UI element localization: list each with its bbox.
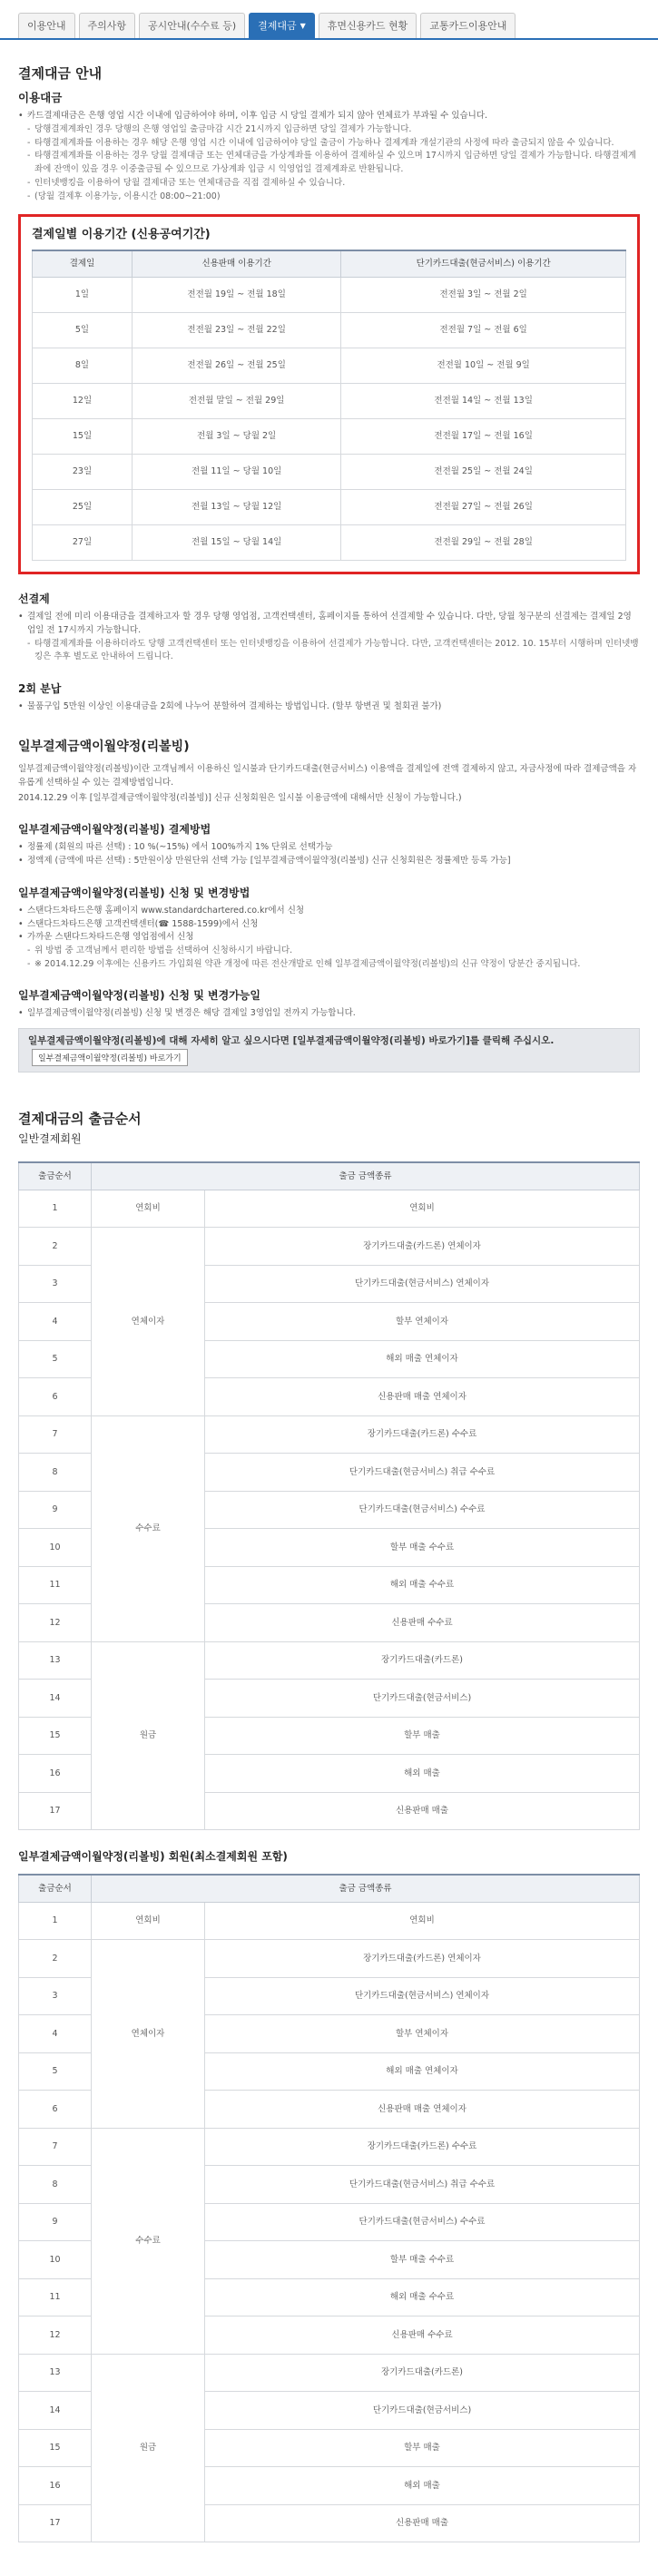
tab-item[interactable] xyxy=(249,13,315,38)
order-number: 7 xyxy=(19,2128,92,2166)
list-item: - 타행결제계좌를 이용하는 경우 해당 은행 영업 시간 이내에 입금하여야 당일 출금이 가능하나 결제계좌 개설기관의 사정에 따라 출금되지 않을 수 있습니다. xyxy=(18,137,640,151)
order-item: 해외 매출 xyxy=(205,2467,640,2505)
order-number: 17 xyxy=(19,1792,92,1830)
table-cell: 15일 xyxy=(33,419,133,455)
table-cell: 전전월 27일 ~ 전월 26일 xyxy=(341,490,626,525)
table-row xyxy=(33,525,626,561)
table-cell: 전월 13일 ~ 당월 12일 xyxy=(133,490,341,525)
period-box xyxy=(18,214,640,574)
order-group: 원금 xyxy=(92,2354,205,2542)
revolving-desc: 일부결제금액이월약정(리볼빙)이란 고객님께서 이용하신 일시불과 단기카드대출(현금서비스) 이용액을 결제일에 전액 결제하지 않고, 자금사정에 따라 결제금액을 자유롭게 선택하실 수 있는 결제방법입니다. xyxy=(18,763,637,788)
table-row xyxy=(33,313,626,348)
order-item: 할부 매출 xyxy=(205,1717,640,1755)
tab-item[interactable] xyxy=(420,13,516,38)
order-number: 8 xyxy=(19,1454,92,1492)
table-row xyxy=(33,384,626,419)
prepay-notes xyxy=(18,638,640,664)
table-cell: 12일 xyxy=(33,384,133,419)
method-title: 일부결제금액이월약정(리볼빙) 결제방법 xyxy=(18,823,211,837)
table-cell: 25일 xyxy=(33,490,133,525)
order-col-header: 출금 금액종류 xyxy=(92,1162,640,1190)
order-item: 단기카드대출(현금서비스) xyxy=(205,1680,640,1718)
order-item: 해외 매출 수수료 xyxy=(205,1566,640,1604)
list-item: • 결제일 전에 미리 이용대금을 결제하고자 할 경우 당행 영업점, 고객컨택센터, 홈페이지를 통하여 선결제할 수 있습니다. 다만, 당월 청구분의 선결제는 결제일 2영업일 전 17시까지 가능합니다. xyxy=(18,611,640,637)
tab-item[interactable] xyxy=(139,13,245,38)
tab-label: 주의사항 xyxy=(87,19,127,32)
list-item: • 스탠다드차타드은행 홈페이지 www.standardchartered.co.kr에서 신청 xyxy=(18,905,640,918)
order-number: 5 xyxy=(19,1340,92,1378)
order-group: 연체이자 xyxy=(92,1940,205,2129)
tab-label: 결제대금 xyxy=(258,19,297,32)
tab-label: 교통카드이용안내 xyxy=(429,19,507,32)
period-col-header: 결제일 xyxy=(33,250,133,278)
tab-label: 휴면신용카드 현황 xyxy=(327,19,408,32)
list-item: - ※ 2014.12.29 이후에는 신용카드 가입회원 약관 개정에 따른 전산개발로 인해 일부결제금액이월약정(리볼빙)의 신규 약정이 당분간 중지됩니다. xyxy=(18,958,640,972)
list-item: • 스탠다드차타드은행 고객컨택센터(☎ 1588-1599)에서 신청 xyxy=(18,918,640,932)
apply-notes xyxy=(18,945,640,971)
order-item: 장기카드대출(카드론) xyxy=(205,1641,640,1680)
order-item: 신용판매 매출 xyxy=(205,1792,640,1830)
order-number: 15 xyxy=(19,2429,92,2467)
twice-bullets xyxy=(18,700,640,714)
table-row xyxy=(33,455,626,490)
order-item: 장기카드대출(카드론) xyxy=(205,2354,640,2392)
list-item: - 타행결제계좌를 이용하는 경우 당월 결제대금 또는 연체대금을 가상계좌를 이용하여 결제하실 수 있으며 17시까지 입금하면 당일 결제가 가능합니다. 타행결제계좌에 잔액이 있을 경우 이중출금될 수 있으므로 가상계좌 입금 시 익영업일 결제계좌로 반환됩니다. xyxy=(18,150,640,176)
tab-item[interactable] xyxy=(18,13,75,38)
order-number: 9 xyxy=(19,2203,92,2241)
order-item: 신용판매 매출 연체이자 xyxy=(205,1378,640,1416)
order-item: 할부 매출 수수료 xyxy=(205,2241,640,2279)
list-item: • 정액제 (금액에 따른 선택) : 5만원이상 만원단위 선택 가능 [일부결제금액이월약정(리볼빙) 신규 신청회원은 정률제만 등록 가능] xyxy=(18,855,640,868)
order-number: 9 xyxy=(19,1491,92,1529)
order-number: 3 xyxy=(19,1265,92,1303)
order-number: 14 xyxy=(19,1680,92,1718)
list-item: - 당행결제계좌인 경우 당행의 은행 영업일 출금마감 시간 21시까지 입금하면 당일 결제가 가능합니다. xyxy=(18,123,640,137)
order-item: 신용판매 수수료 xyxy=(205,1604,640,1642)
order-group: 연체이자 xyxy=(92,1228,205,1416)
method-bullets xyxy=(18,841,640,867)
tab-item[interactable] xyxy=(79,13,136,38)
order-item: 할부 매출 수수료 xyxy=(205,1529,640,1567)
order-group: 수수료 xyxy=(92,1415,205,1641)
order-number: 8 xyxy=(19,2166,92,2204)
order-number: 16 xyxy=(19,1755,92,1793)
table-cell: 23일 xyxy=(33,455,133,490)
table-cell: 8일 xyxy=(33,348,133,384)
table-row xyxy=(19,1228,640,1266)
order-item: 신용판매 수수료 xyxy=(205,2316,640,2355)
apply-title: 일부결제금액이월약정(리볼빙) 신청 및 변경방법 xyxy=(18,886,250,899)
revolving-link-button[interactable]: 일부결제금액이월약정(리볼빙) 바로가기 xyxy=(32,1049,188,1066)
order-number: 17 xyxy=(19,2504,92,2542)
order-number: 10 xyxy=(19,2241,92,2279)
usage-title: 이용대금 xyxy=(18,90,63,104)
table-cell: 전전월 말일 ~ 전월 29일 xyxy=(133,384,341,419)
table-cell: 전전월 19일 ~ 전월 18일 xyxy=(133,278,341,313)
order-number: 14 xyxy=(19,2392,92,2430)
order-number: 11 xyxy=(19,2278,92,2316)
table-cell: 전월 15일 ~ 당월 14일 xyxy=(133,525,341,561)
table-row xyxy=(33,348,626,384)
table-row xyxy=(33,490,626,525)
table-cell: 전전월 7일 ~ 전월 6일 xyxy=(341,313,626,348)
order-item: 단기카드대출(현금서비스) 취급 수수료 xyxy=(205,2166,640,2204)
order-item: 단기카드대출(현금서비스) 수수료 xyxy=(205,2203,640,2241)
list-item: • 정률제 (회원의 따른 선택) : 10 %(~15%) 에서 100%까지 1% 단위로 선택가능 xyxy=(18,841,640,855)
table-row xyxy=(33,278,626,313)
list-item: - 위 방법 중 고객님께서 편리한 방법을 선택하여 신청하시기 바랍니다. xyxy=(18,945,640,958)
order-item: 장기카드대출(카드론) 연체이자 xyxy=(205,1940,640,1978)
prepay-title: 선결제 xyxy=(18,593,50,606)
order-item: 해외 매출 수수료 xyxy=(205,2278,640,2316)
table-cell: 전전월 26일 ~ 전월 25일 xyxy=(133,348,341,384)
order-number: 1 xyxy=(19,1190,92,1228)
order-number: 4 xyxy=(19,2015,92,2053)
period-col-header: 단기카드대출(현금서비스) 이용기간 xyxy=(341,250,626,278)
order-item: 할부 연체이자 xyxy=(205,1303,640,1341)
avail-title: 일부결제금액이월약정(리볼빙) 신청 및 변경가능일 xyxy=(18,989,260,1003)
order-item: 단기카드대출(현금서비스) 취급 수수료 xyxy=(205,1454,640,1492)
order-number: 10 xyxy=(19,1529,92,1567)
order-number: 12 xyxy=(19,2316,92,2355)
revolving-link-text: 일부결제금액이월약정(리볼빙)에 대해 자세히 알고 싶으시다면 [일부결제금액이월약정(리볼빙) 바로가기]를 클릭해 주십시오. xyxy=(28,1035,555,1047)
table-cell: 1일 xyxy=(33,278,133,313)
table-row xyxy=(19,1415,640,1454)
table-cell: 전전월 23일 ~ 전월 22일 xyxy=(133,313,341,348)
order-group: 수수료 xyxy=(92,2128,205,2354)
table-cell: 전전월 25일 ~ 전월 24일 xyxy=(341,455,626,490)
list-item: - (당월 결제후 이용가능, 이용시간 08:00~21:00) xyxy=(18,191,640,204)
order-col-header: 출금순서 xyxy=(19,1162,92,1190)
order-item: 할부 연체이자 xyxy=(205,2015,640,2053)
list-item: • 일부결제금액이월약정(리볼빙) 신청 및 변경은 해당 결제일 3영업일 전까지 가능합니다. xyxy=(18,1007,640,1021)
period-col-header: 신용판매 이용기간 xyxy=(133,250,341,278)
order-number: 13 xyxy=(19,2354,92,2392)
order-group: 원금 xyxy=(92,1641,205,1830)
order-item: 연회비 xyxy=(205,1190,640,1228)
avail-bullets xyxy=(18,1007,640,1021)
table-cell: 전전월 3일 ~ 전월 2일 xyxy=(341,278,626,313)
order-number: 6 xyxy=(19,1378,92,1416)
general-order-table xyxy=(18,1161,640,1830)
order-number: 15 xyxy=(19,1717,92,1755)
order-number: 7 xyxy=(19,1415,92,1454)
order-item: 신용판매 매출 xyxy=(205,2504,640,2542)
order-item: 신용판매 매출 연체이자 xyxy=(205,2091,640,2129)
period-title: 결제일별 이용기간 (신용공여기간) xyxy=(32,228,211,242)
table-row xyxy=(19,2128,640,2166)
table-cell: 전월 3일 ~ 당월 2일 xyxy=(133,419,341,455)
order-number: 6 xyxy=(19,2091,92,2129)
revolving-member-title: 일부결제금액이월약정(리볼빙) 회원(최소결제회원 포함) xyxy=(18,1850,288,1864)
usage-bullets xyxy=(18,110,640,123)
order-col-header: 출금순서 xyxy=(19,1875,92,1902)
order-item: 장기카드대출(카드론) 수수료 xyxy=(205,2128,640,2166)
general-member-title: 일반결제회원 xyxy=(18,1132,82,1146)
order-item: 단기카드대출(현금서비스) 연체이자 xyxy=(205,1977,640,2015)
table-cell: 전전월 14일 ~ 전월 13일 xyxy=(341,384,626,419)
revolving-title: 일부결제금액이월약정(리볼빙) xyxy=(18,739,190,754)
prepay-bullets xyxy=(18,611,640,637)
order-item: 단기카드대출(현금서비스) 연체이자 xyxy=(205,1265,640,1303)
revolving-order-table xyxy=(18,1874,640,2542)
twice-title: 2회 분납 xyxy=(18,682,62,696)
table-cell: 전전월 29일 ~ 전월 28일 xyxy=(341,525,626,561)
order-item: 해외 매출 xyxy=(205,1755,640,1793)
period-table xyxy=(32,250,626,562)
tab-bar xyxy=(0,0,658,40)
order-item: 단기카드대출(현금서비스) xyxy=(205,2392,640,2430)
order-number: 12 xyxy=(19,1604,92,1642)
table-row xyxy=(33,419,626,455)
list-item: • 카드결제대금은 은행 영업 시간 이내에 입금하여야 하며, 이후 입금 시 당일 결제가 되지 않아 연체료가 부과될 수 있습니다. xyxy=(18,110,640,123)
order-col-header: 출금 금액종류 xyxy=(92,1875,640,1902)
table-cell: 전전월 17일 ~ 전월 16일 xyxy=(341,419,626,455)
chevron-down-icon: ▼ xyxy=(300,21,306,30)
revolving-link-band xyxy=(18,1028,640,1073)
tab-label: 이용안내 xyxy=(27,19,66,32)
order-number: 1 xyxy=(19,1902,92,1940)
order-number: 16 xyxy=(19,2467,92,2505)
table-cell: 전월 11일 ~ 당월 10일 xyxy=(133,455,341,490)
tab-item[interactable] xyxy=(319,13,417,38)
table-row xyxy=(19,1940,640,1978)
revolving-note: 2014.12.29 이후 [일부결제금액이월약정(리볼빙)] 신규 신청회원은 일시불 이용금액에 대해서만 신청이 가능합니다.) xyxy=(18,793,462,804)
table-row xyxy=(19,2354,640,2392)
table-row xyxy=(19,1902,640,1940)
order-number: 11 xyxy=(19,1566,92,1604)
order-item: 해외 매출 연체이자 xyxy=(205,2052,640,2091)
list-item: • 가까운 스탠다드차타드은행 영업점에서 신청 xyxy=(18,931,640,945)
order-title: 결제대금의 출금순서 xyxy=(18,1110,142,1127)
order-number: 13 xyxy=(19,1641,92,1680)
list-item: - 타행결제계좌를 이용하더라도 당행 고객컨택센터 또는 인터넷뱅킹을 이용하여 선결제가 가능합니다. 다만, 고객컨택센터는 2012. 10. 15부터 시행하며 인터넷뱅킹은 추후 별도로 안내하여 드립니다. xyxy=(18,638,640,664)
page-title: 결제대금 안내 xyxy=(18,65,103,82)
order-number: 3 xyxy=(19,1977,92,2015)
order-item: 단기카드대출(현금서비스) 수수료 xyxy=(205,1491,640,1529)
list-item: - 인터넷뱅킹을 이용하여 당월 결제대금 또는 연체대금을 직접 결제하실 수 있습니다. xyxy=(18,177,640,191)
order-number: 2 xyxy=(19,1228,92,1266)
list-item: • 물품구입 5만원 이상인 이용대금을 2회에 나누어 분할하여 결제하는 방법입니다. (할부 항변권 및 철회권 불가) xyxy=(18,700,640,714)
order-item: 할부 매출 xyxy=(205,2429,640,2467)
apply-bullets xyxy=(18,905,640,945)
table-row xyxy=(19,1641,640,1680)
order-group: 연회비 xyxy=(92,1190,205,1228)
table-row xyxy=(19,1190,640,1228)
order-group: 연회비 xyxy=(92,1902,205,1940)
table-cell: 5일 xyxy=(33,313,133,348)
order-item: 연회비 xyxy=(205,1902,640,1940)
order-number: 5 xyxy=(19,2052,92,2091)
order-item: 해외 매출 연체이자 xyxy=(205,1340,640,1378)
order-number: 4 xyxy=(19,1303,92,1341)
order-item: 장기카드대출(카드론) 연체이자 xyxy=(205,1228,640,1266)
usage-notes xyxy=(18,123,640,203)
tab-label: 공시안내(수수료 등) xyxy=(148,19,237,32)
table-cell: 27일 xyxy=(33,525,133,561)
order-item: 장기카드대출(카드론) 수수료 xyxy=(205,1415,640,1454)
order-number: 2 xyxy=(19,1940,92,1978)
table-cell: 전전월 10일 ~ 전월 9일 xyxy=(341,348,626,384)
